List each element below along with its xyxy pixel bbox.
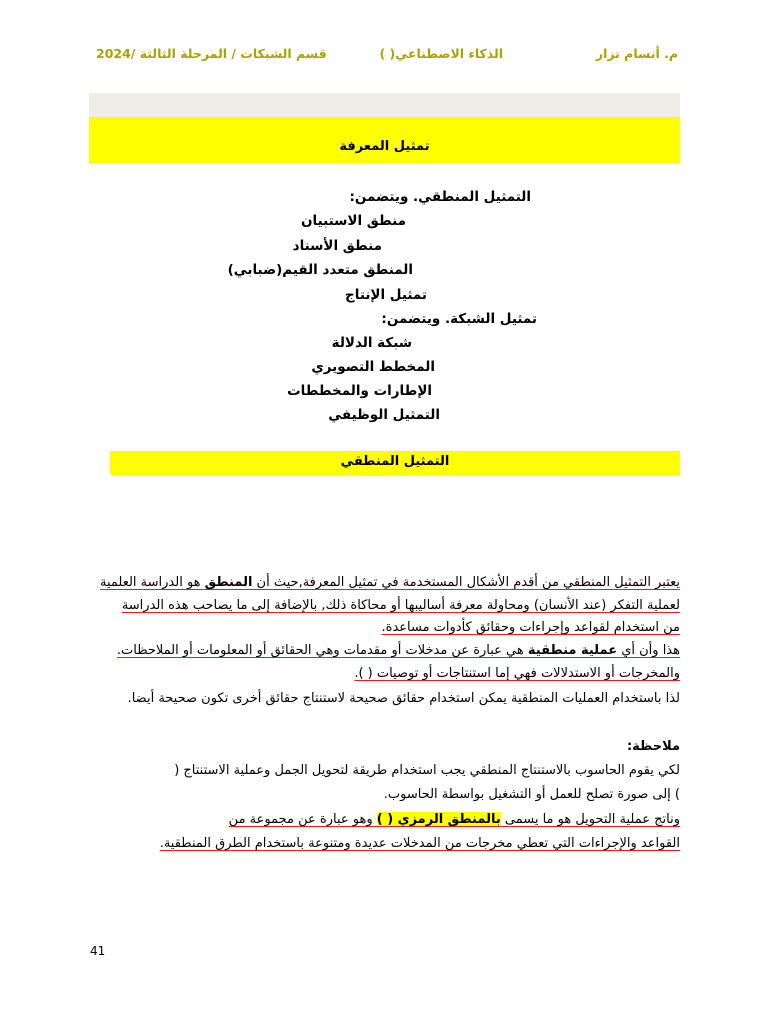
banner-title: تمثيل المعرفة (339, 139, 430, 154)
note-line: ) إلى صورة تصلح للعمل أو التشغيل بواسطة الحاسوب. (383, 787, 680, 802)
outline-item: تمثيل الإنتاج (345, 287, 427, 303)
gray-band (89, 93, 680, 117)
paragraph-line: يعتبر التمثيل المنطقي من أقدم الأشكال المستخدمة في تمثيل المعرفة,حيث أن المنطق هو الدراسة العلمية (99, 575, 680, 590)
paragraph-line: من استخدام لقواعد وإجراءات وحقائق كأدوات مساعدة. (381, 620, 680, 635)
paragraph-line: لعملية التفكر (عند الأنسان) ومحاولة معرفة أساليبها أو محاكاة ذلك, بالإضافة إلى ما يصاحب هذه الدراسة (121, 598, 680, 613)
outline-item: شبكة الدلالة (331, 335, 412, 351)
outline-item: منطق الأسناد (292, 238, 382, 254)
note-label: ملاحظة: (626, 739, 680, 754)
outline-heading-network: تمثيل الشبكة. ويتضمن: (381, 311, 537, 327)
note-line: القواعد والإجراءات التي تعطي مخرجات من المدخلات عديدة ومتنوعة باستخدام الطرق المنطقية. (159, 836, 680, 851)
note-line: لكي يقوم الحاسوب بالاستنتاج المنطقي يجب استخدام طريقة لتحويل الجمل وعملية الاستنتاج ( (174, 763, 680, 778)
section-title: التمثيل المنطقي (340, 454, 450, 469)
outline-item: التمثيل الوظيفي (328, 407, 440, 423)
paragraph-line: والمخرجات أو الاستدلالات فهي إما استنتاجات أو توصيات ( ). (354, 666, 680, 681)
paragraph-line: هذا وأن أي عملية منطقية هي عبارة عن مدخلات أو مقدمات وهي الحقائق أو المعلومات أو الملاحظات. (116, 643, 680, 658)
symbolic-logic-highlight: بالمنطق الرمزي ( ) (376, 812, 501, 827)
outline-item: المخطط التصويري (311, 359, 435, 375)
outline-item: منطق الاستبيان (301, 213, 406, 229)
page-number: 41 (90, 944, 106, 958)
note-line: وناتج عملية التحويل هو ما يسمى بالمنطق الرمزي ( ) وهو عبارة عن مجموعة من (228, 812, 680, 827)
outline-heading-logical: التمثيل المنطقي. ويتضمن: (349, 189, 531, 205)
paragraph-line: لذا باستخدام العمليات المنطقية يمكن استخدام حقائق صحيحة لاستنتاج حقائق أخرى تكون صحيحة أيضا. (127, 691, 680, 706)
outline-item: المنطق متعدد القيم(ضبابي) (227, 262, 413, 278)
outline-item: الإطارات والمخططات (287, 383, 432, 399)
section-banner (110, 451, 680, 475)
header-department: قسم الشبكات / المرحلة الثالثة /2024 (96, 46, 327, 61)
title-banner (89, 117, 680, 163)
header-subject: الذكاء الاصطناعي( ) (379, 46, 503, 61)
header-author: م. أنسام نزار (595, 46, 678, 61)
